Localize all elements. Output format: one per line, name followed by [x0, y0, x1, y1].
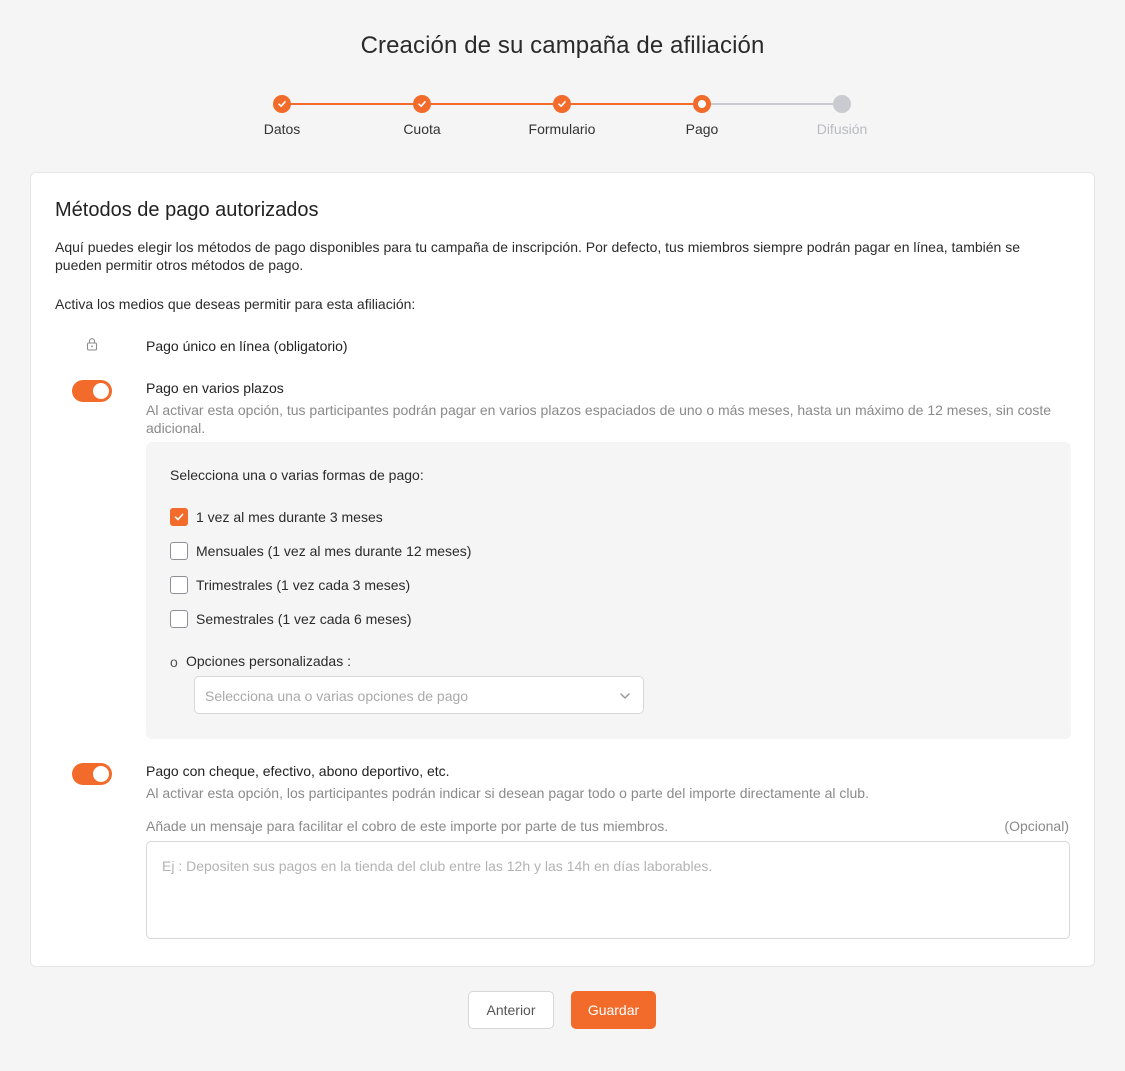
option-label: Mensuales (1 vez al mes durante 12 meses)	[196, 543, 472, 559]
progress-stepper	[0, 94, 1125, 144]
installment-option-3-months[interactable]	[170, 508, 383, 526]
toggle-knob	[93, 766, 109, 782]
save-button[interactable]: Guardar	[571, 991, 656, 1029]
installments-title: Pago en varios plazos	[146, 380, 284, 396]
step-label-formulario[interactable]: Formulario	[528, 121, 596, 137]
custom-options-label: Opciones personalizadas :	[186, 653, 351, 669]
step-connector	[571, 103, 693, 105]
offline-payment-title: Pago con cheque, efectivo, abono deportivo, etc.	[146, 763, 450, 779]
toggle-knob	[93, 383, 109, 399]
lock-icon	[85, 337, 99, 351]
online-payment-label: Pago único en línea (obligatorio)	[146, 338, 348, 354]
message-label: Añade un mensaje para facilitar el cobro de este importe por parte de tus miembros.	[146, 818, 669, 834]
step-pago-current-icon	[693, 95, 711, 113]
step-label-pago: Pago	[685, 121, 719, 137]
installment-option-quarterly[interactable]	[170, 576, 410, 594]
checkbox-icon[interactable]	[170, 610, 188, 628]
activate-label: Activa los medios que deseas permitir para esta afiliación:	[55, 296, 416, 312]
payment-message-textarea[interactable]	[146, 841, 1070, 939]
step-connector	[431, 103, 553, 105]
step-connector	[291, 103, 413, 105]
installment-option-monthly[interactable]	[170, 542, 471, 560]
step-difusion-pending-icon	[833, 95, 851, 113]
payment-methods-card	[30, 172, 1095, 967]
section-title: Métodos de pago autorizados	[55, 199, 319, 221]
step-datos-check-icon[interactable]	[273, 95, 291, 113]
checkbox-icon[interactable]	[170, 542, 188, 560]
option-label: 1 vez al mes durante 3 meses	[196, 509, 383, 525]
optional-label: (Opcional)	[1004, 818, 1069, 834]
chevron-down-icon	[619, 690, 631, 702]
previous-button[interactable]: Anterior	[468, 991, 554, 1029]
installments-options-panel	[146, 442, 1071, 739]
offline-payment-description: Al activar esta opción, los participantes podrán indicar si desean pagar todo o parte del importe directamente al club.	[146, 785, 869, 801]
select-placeholder: Selecciona una o varias opciones de pago	[205, 688, 469, 704]
page-title: Creación de su campaña de afiliación	[360, 32, 765, 59]
installments-toggle[interactable]	[72, 380, 112, 402]
section-intro: Aquí puedes elegir los métodos de pago disponibles para tu campaña de inscripción. Por defecto, tus miembros siempre podrán pagar en línea, también se pueden permitir otros métodos de pago.	[55, 239, 1021, 273]
offline-payment-toggle[interactable]	[72, 763, 112, 785]
or-separator: o	[170, 654, 178, 670]
installment-option-semiannual[interactable]	[170, 610, 412, 628]
step-label-cuota[interactable]: Cuota	[403, 121, 441, 137]
installments-panel-title: Selecciona una o varias formas de pago:	[170, 467, 424, 483]
option-label: Trimestrales (1 vez cada 3 meses)	[196, 577, 411, 593]
custom-options-select[interactable]	[194, 676, 644, 714]
step-label-datos[interactable]: Datos	[263, 121, 301, 137]
checkbox-checked-icon[interactable]	[170, 508, 188, 526]
step-label-difusion: Difusión	[816, 121, 868, 137]
step-formulario-check-icon[interactable]	[553, 95, 571, 113]
installments-description: Al activar esta opción, tus participantes podrán pagar en varios plazos espaciados de uno o más meses, hasta un máximo de 12 meses, sin coste adicional.	[146, 402, 1052, 436]
step-connector	[711, 103, 833, 105]
textarea-placeholder: Ej : Depositen sus pagos en la tienda del club entre las 12h y las 14h en días laborables.	[162, 858, 713, 874]
checkbox-icon[interactable]	[170, 576, 188, 594]
option-label: Semestrales (1 vez cada 6 meses)	[196, 611, 412, 627]
step-cuota-check-icon[interactable]	[413, 95, 431, 113]
